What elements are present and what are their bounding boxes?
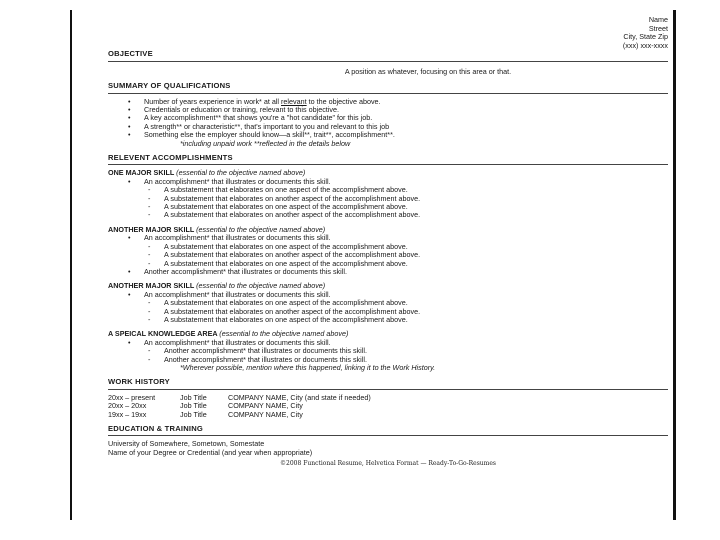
accomplishments-heading: RELEVENT ACCOMPLISHMENTS [108, 154, 668, 165]
substatement-item: - A substatement that elaborates on one aspect of the accomplishment above. [108, 316, 668, 324]
work-job-title: Job Title [180, 392, 207, 402]
page-border-left [70, 10, 72, 520]
substatement-item: - A substatement that elaborates on one aspect of the accomplishment above. [108, 186, 668, 194]
education-block [108, 440, 668, 457]
resume-document [108, 16, 668, 469]
substatement-item: - A substatement that elaborates on another aspect of the accomplishment above. [108, 251, 668, 259]
work-job-title: Job Title [180, 409, 207, 419]
work-dates: 20xx – present [108, 392, 156, 402]
summary-note: *including unpaid work **reflected in the details below [180, 138, 351, 148]
objective-heading: OBJECTIVE [108, 50, 668, 61]
accomplishment-item: • Another accomplishment* that illustrates or documents this skill. [108, 268, 668, 276]
accomplishment-item: • An accomplishment* that illustrates or documents this skill. [108, 178, 668, 186]
summary-list [108, 98, 668, 140]
skill-heading: ANOTHER MAJOR SKILL (essential to the objective named above) [108, 224, 326, 234]
list-item: • Credentials or education or training, relevant to this objective. [108, 106, 668, 114]
substatement-item: - A substatement that elaborates on one aspect of the accomplishment above. [108, 243, 668, 251]
list-item: • Something else the employer should know—a skill**, trait**, accomplishment**. [108, 131, 668, 139]
skill-heading: ONE MAJOR SKILL (essential to the objective named above) [108, 168, 306, 178]
substatement-item: - Another accomplishment* that illustrates or documents this skill. [108, 347, 668, 355]
accomplishment-item: • An accomplishment* that illustrates or documents this skill. [108, 339, 668, 347]
substatement-item: - A substatement that elaborates on one aspect of the accomplishment above. [108, 260, 668, 268]
work-company: COMPANY NAME, City [228, 409, 303, 419]
education-heading: EDUCATION & TRAINING [108, 425, 668, 436]
work-history-heading: WORK HISTORY [108, 378, 668, 389]
education-line: University of Somewhere, Sometown, Somestate [108, 439, 265, 449]
objective-text: A position as whatever, focusing on this area or that. [344, 66, 512, 76]
work-dates: 20xx – 20xx [108, 401, 147, 411]
substatement-item: - A substatement that elaborates on one aspect of the accomplishment above. [108, 203, 668, 211]
contact-block [108, 16, 668, 50]
skill-heading: A SPEICAL KNOWLEDGE AREA (essential to the objective named above) [108, 329, 349, 339]
contact-phone: (xxx) xxx-xxxx [622, 40, 668, 50]
summary-heading: SUMMARY OF QUALIFICATIONS [108, 82, 668, 93]
accomplishment-item: • An accomplishment* that illustrates or documents this skill. [108, 234, 668, 242]
substatement-item: - A substatement that elaborates on one aspect of the accomplishment above. [108, 299, 668, 307]
accomplishment-item: • An accomplishment* that illustrates or documents this skill. [108, 291, 668, 299]
accomplishments-note: *Wherever possible, mention where this happened, linking it to the Work History. [180, 362, 436, 372]
skill-heading: ANOTHER MAJOR SKILL (essential to the objective named above) [108, 281, 326, 291]
work-company: COMPANY NAME, City (and state if needed) [228, 392, 371, 402]
substatement-item: - A substatement that elaborates on another aspect of the accomplishment above. [108, 195, 668, 203]
work-job-title: Job Title [180, 401, 207, 411]
contact-name: Name [648, 15, 668, 24]
substatement-item: - Another accomplishment* that illustrates or documents this skill. [108, 356, 668, 364]
page-border-right [673, 10, 676, 520]
document-footer: ©2008 Functional Resume, Helvetica Format — Ready-To-Go-Resumes [280, 460, 496, 468]
contact-street: Street [648, 23, 668, 33]
relevant-underlined: relevant [281, 96, 307, 106]
education-line: Name of your Degree or Credential (and year when appropriate) [108, 447, 313, 457]
substatement-item: - A substatement that elaborates on another aspect of the accomplishment above. [108, 308, 668, 316]
work-row [108, 411, 668, 419]
work-company: COMPANY NAME, City [228, 401, 303, 411]
work-dates: 19xx – 19xx [108, 409, 147, 419]
list-item: • Number of years experience in work* at all relevant to the objective above. [108, 98, 668, 106]
work-history-list [108, 394, 668, 419]
substatement-item: - A substatement that elaborates on another aspect of the accomplishment above. [108, 211, 668, 219]
list-item: • A key accomplishment** that shows you're a "hot candidate" for this job. [108, 114, 668, 122]
list-item: • A strength** or characteristic**, that's important to you and relevant to this job [108, 123, 668, 131]
contact-city: City, State Zip [623, 32, 668, 42]
